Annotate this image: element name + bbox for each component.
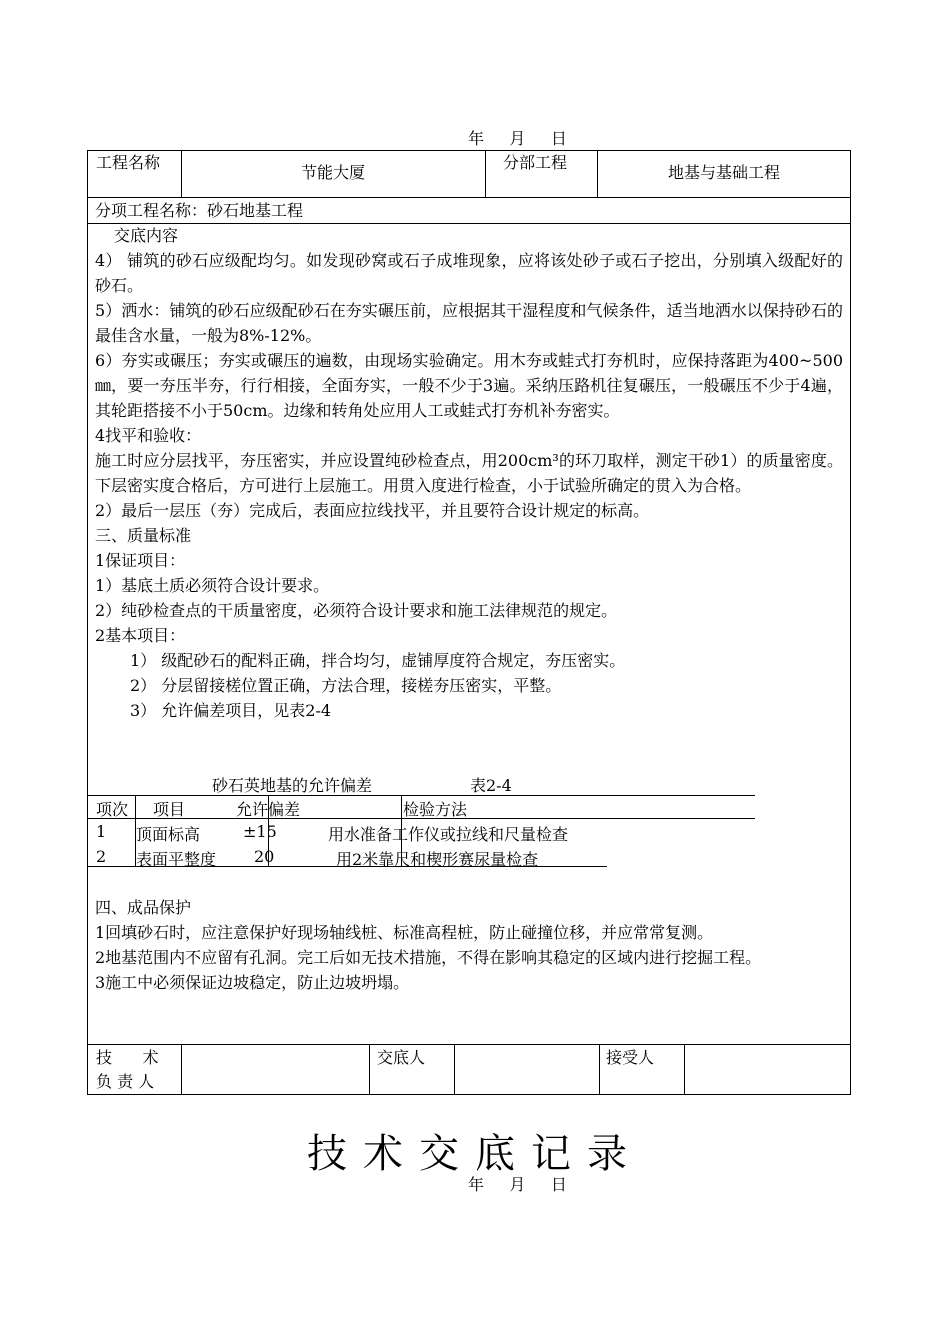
- divider: [485, 150, 486, 197]
- subitem-label: 分项工程名称：砂石地基工程: [95, 201, 304, 220]
- table-header: 检验方法: [403, 800, 468, 819]
- divider: [599, 1044, 600, 1095]
- paragraph: 2基本项目：: [95, 626, 186, 645]
- section-heading: 三、质量标准: [95, 526, 192, 545]
- paragraph: 2地基范围内不应留有孔洞。完工后如无技术措施，不得在影响其稳定的区域内进行挖掘工程。: [95, 948, 762, 967]
- paragraph: 4） 铺筑的砂石应级配均匀。如发现砂窝或石子成堆现象，应将该处砂子或石子挖出，分别填入级配好的砂石。: [95, 251, 843, 295]
- tech-label-line1: 技 术: [96, 1048, 159, 1067]
- paragraph: 1）基底土质必须符合设计要求。: [95, 576, 330, 595]
- divider: [454, 1044, 455, 1095]
- table-cell: 用2米靠尺和楔形赛尿量检查: [336, 850, 539, 869]
- table-cell: 2: [96, 847, 107, 866]
- tech-label-line2: 负 责 人: [96, 1072, 155, 1091]
- table-header: 允许偏差: [236, 800, 301, 819]
- table-rule: [87, 795, 755, 796]
- table-cell: 20: [254, 847, 275, 866]
- table-cell: 用水准备工作仪或拉线和尺量检查: [328, 825, 569, 844]
- project-name-label: 工程名称: [96, 153, 161, 172]
- paragraph: 1回填砂石时，应注意保护好现场轴线桩、标准高程桩，防止碰撞位移，并应常常复测。: [95, 923, 714, 942]
- table-cell: 表面平整度: [136, 850, 217, 869]
- table-header: 项目: [153, 800, 186, 819]
- protection-body: [95, 895, 843, 995]
- table-number: 表2-4: [470, 776, 512, 795]
- handover-label: 交底人: [377, 1048, 426, 1067]
- list-item: 2） 分层留接槎位置正确，方法合理，接槎夯压密实，平整。: [130, 676, 562, 695]
- paragraph: 2）纯砂检查点的干质量密度，必须符合设计要求和施工法律规范的规定。: [95, 601, 618, 620]
- divider: [181, 1044, 182, 1095]
- paragraph: 施工时应分层找平，夯压密实，并应设置纯砂检查点，用200cm³的环刀取样，测定干砂1）的质量密度。下层密实度合格后，方可进行上层施工。用贯入度进行检查，小于试验所确定的贯入为合格。: [95, 451, 843, 495]
- paragraph: 2）最后一层压（夯）完成后，表面应拉线找平，并且要符合设计规定的标高。: [95, 501, 650, 520]
- project-name-value: 节能大厦: [300, 163, 365, 182]
- divider: [87, 197, 851, 198]
- paragraph: 1保证项目：: [95, 551, 186, 570]
- date-bottom: 年 月 日: [468, 1175, 567, 1194]
- list-item: 3） 允许偏差项目，见表2-4: [130, 701, 332, 720]
- table-caption: 砂石英地基的允许偏差: [212, 776, 373, 795]
- divider: [87, 1044, 851, 1045]
- table-cell: 顶面标高: [136, 825, 201, 844]
- page-title: 技术交底记录: [307, 1131, 643, 1177]
- paragraph: 4找平和验收：: [95, 426, 202, 445]
- division-value: 地基与基础工程: [667, 163, 780, 182]
- content-body: [95, 223, 843, 723]
- list-item: 1） 级配砂石的配料正确，拌合均匀，虚铺厚度符合规定，夯压密实。: [130, 651, 626, 670]
- table-cell: 1: [96, 822, 107, 841]
- table-cell: ±15: [243, 822, 277, 841]
- section-heading: 四、成品保护: [95, 898, 192, 917]
- content-label: 交底内容: [114, 226, 179, 245]
- table-header: 项次: [96, 800, 129, 819]
- division-label: 分部工程: [503, 153, 568, 172]
- divider: [684, 1044, 685, 1095]
- date-top: 年 月 日: [468, 129, 567, 148]
- paragraph: 5）洒水：铺筑的砂石应级配砂石在夯实碾压前，应根据其干湿程度和气候条件，适当地洒水以保持砂石的最佳含水量，一般为8%-12%。: [95, 301, 843, 345]
- paragraph: 3施工中必须保证边坡稳定，防止边坡坍塌。: [95, 973, 410, 992]
- divider: [369, 1044, 370, 1095]
- receiver-label: 接受人: [606, 1048, 655, 1067]
- paragraph: 6）夯实或碾压；夯实或碾压的遍数，由现场实验确定。用木夯或蛙式打夯机时，应保持落距为400~500㎜，要一夯压半夯，行行相接，全面夯实，一般不少于3遍。采纳压路机往复碾压，一般碾压不少于4遍，其轮距搭接不小于50cm。边缘和转角处应用人工或蛙式打夯机补夯密实。: [95, 351, 843, 420]
